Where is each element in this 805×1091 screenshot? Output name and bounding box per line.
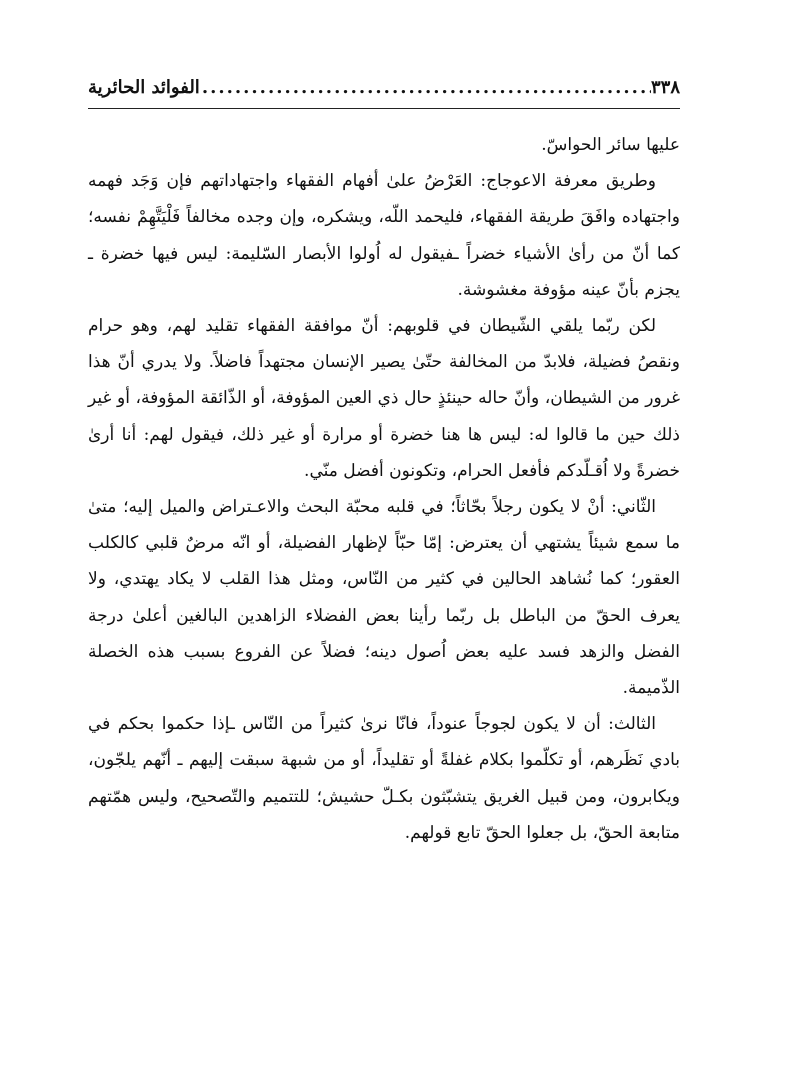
book-title: الفوائد الحائرية	[88, 77, 200, 98]
paragraph-3: لكن ربّما يلقي الشّيطان في قلوبهم: أنّ موافقة الفقهاء تقليد لهم، وهو حرام ونقصُ فضيلة، فلابدّ من المخالفة حتّىٰ يصير الإنسان مجتهداً فاضلاً. ولا يدري أنّ هذا غرور من الشيطان، وأنّ حاله حينئذٍ حال ذي العين المؤوفة، أو الذّائقة المؤوفة، أو غير ذلك حين ما قالوا له: ليس ها هنا خضرة أو مرارة أو غير ذلك، فيقول لهم: أنا أرىٰ خضرةً ولا اُقـلّدكم فأفعل الحرام، وتكونون أفضل منّي.	[88, 316, 680, 481]
paragraph-1: عليها سائر الحواسّ.	[541, 135, 680, 155]
paragraph-4: الثّاني: أنْ لا يكون رجلاً بحّاثاً؛ في قلبه محبّة البحث والاعـتراض والميل إليه؛ متىٰ ما سمع شيئاً يشتهي أن يعترض: إمّا حبّاً لإظهار الفضيلة، أو انّه مرضٌ قلبي كالكلب العقور؛ كما نُشاهد الحالين في كثير من النّاس، ومثل هذا القلب لا يكاد يهتدي، ولا يعرف الحقّ من الباطل بل ربّما رأينا بعض الفضلاء الزاهدين البالغين أعلىٰ درجة الفضل والزهد فسد عليه بعض اُصول دينه؛ فضلاً عن الفروع بسبب هذه الخصلة الذّميمة.	[88, 497, 680, 699]
running-header	[88, 74, 680, 102]
header-rule	[88, 108, 680, 109]
page-number: ٣٣٨	[650, 77, 680, 98]
paragraph-5: الثالث: أن لا يكون لجوجاً عنوداً، فانّا نرىٰ كثيراً من النّاس ـإذا حكموا بحكم في بادي نَظَرهم، أو تكلّموا بكلام غفلةً أو تقليداً، أو من شبهة سبقت إليهم ـ أنّهم يلجّون، ويكابرون، ومن قبيل الغريق يتشبّثون بكـلّ حشيش؛ للتتميم والتّصحيح، وليس همّتهم متابعة الحقّ، بل جعلوا الحقّ تابع قولهم.	[88, 714, 680, 843]
leader-dots	[200, 74, 651, 102]
book-page	[88, 74, 680, 851]
paragraph-2: وطريق معرفة الاعوجاج: العَرْضُ علىٰ أفهام الفقهاء واجتهاداتهم فإن وَجَد فهمه واجتهاده وافَقَ طريقة الفقهاء، فليحمد اللّه، ويشكره، وإن وجده مخالفاً فَلْيَتَّهِمْ نفسه؛ كما أنّ من رأىٰ الأشياء خضراً ـفيقول له اُولوا الأبصار السّليمة: ليس فيها خضرة ـ يجزم بأنّ عينه مؤوفة مغشوشة.	[88, 171, 680, 300]
body-text	[88, 127, 680, 851]
